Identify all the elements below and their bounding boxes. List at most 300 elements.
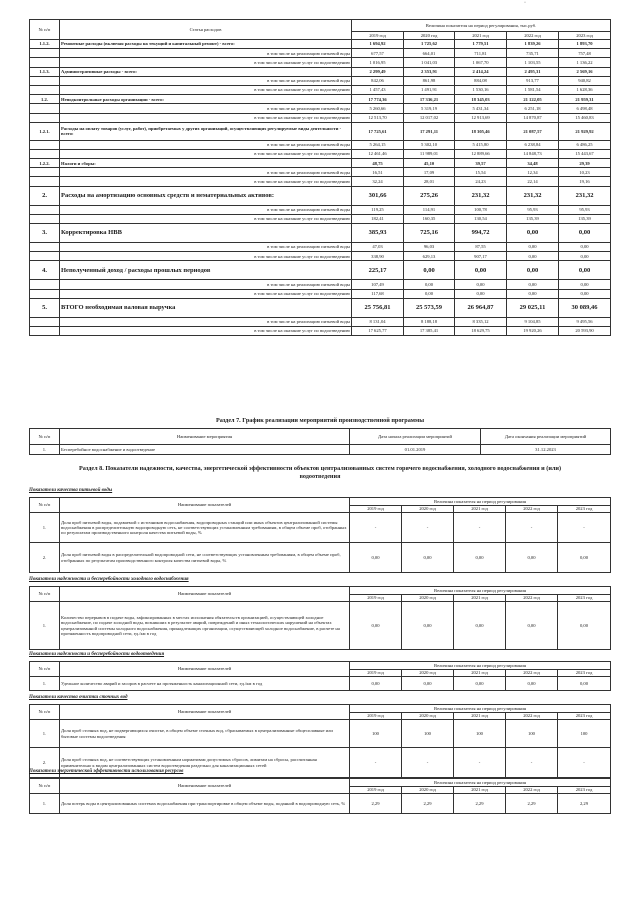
- expense-row: [30, 159, 611, 168]
- row-value: 26 964,87: [455, 298, 507, 317]
- indicator-value: 0,00: [350, 602, 402, 650]
- indicator-value: -: [454, 513, 506, 543]
- row-name: Налоги и сборы:: [60, 159, 352, 168]
- row-value: 940,82: [559, 76, 611, 85]
- indicator-value: 0,00: [558, 543, 611, 573]
- indicator-num: 1.: [30, 602, 60, 650]
- row-value: 1 491,91: [404, 85, 455, 94]
- s8-year-header: 2020 год: [402, 595, 454, 602]
- row-value: 301,66: [352, 186, 404, 205]
- row-value: 14 848,73: [507, 149, 559, 158]
- row-value: 1 136,22: [559, 58, 611, 67]
- row-value: 5 319,19: [404, 104, 455, 113]
- row-value: 677,57: [352, 49, 404, 58]
- row-num: [30, 317, 60, 326]
- indicator-num: 1.: [30, 513, 60, 543]
- row-value: 0,00: [404, 289, 455, 298]
- s8-header-num: № п/п: [30, 662, 60, 677]
- row-name: Неподконтрольные расходы организации - всего:: [60, 95, 352, 104]
- row-value: 629,13: [404, 252, 455, 261]
- indicator-num: 1.: [30, 794, 60, 814]
- header-group: Величина показателя на период регулирования, тыс.руб.: [352, 20, 611, 32]
- row-num: [30, 140, 60, 149]
- row-value: 100,78: [455, 205, 507, 214]
- row-name: в том числе на оказание услуг по водоотведению: [60, 113, 352, 122]
- s8-year-header: 2022 год: [506, 595, 558, 602]
- indicator-value: -: [402, 513, 454, 543]
- row-name: Расходы на амортизацию основных средств и нематериальных активов:: [60, 186, 352, 205]
- row-value: 135,39: [507, 214, 559, 223]
- indicator-name: Доля проб питьевой воды в распределительной водопроводной сети, не соответствующих установленным требованиям, в общем объеме проб, отобранных по результатам производственного контроля качества питьевой воды, %: [60, 543, 350, 573]
- indicator-num: 2.: [30, 748, 60, 778]
- row-value: 21 087,57: [507, 122, 559, 140]
- indicator-value: 0,00: [506, 677, 558, 691]
- row-value: 0,00: [455, 261, 507, 280]
- s8-header-num: № п/п: [30, 498, 60, 513]
- row-value: 107,49: [352, 280, 404, 289]
- expense-row: [30, 317, 611, 326]
- expense-row: [30, 289, 611, 298]
- section8-block-heading: Показатели качества питьевой воды: [29, 488, 113, 493]
- s8-year-header: 2019 год: [350, 670, 402, 677]
- s8-year-header: 2019 год: [350, 506, 402, 513]
- row-num: [30, 76, 60, 85]
- indicator-value: 0,00: [506, 602, 558, 650]
- row-num: 1.1.2.: [30, 40, 60, 49]
- row-value: 15,54: [455, 168, 507, 177]
- s8-year-header: 2021 год: [454, 670, 506, 677]
- row-value: 39,57: [455, 159, 507, 168]
- s7-row-name: Бесперебойное водоснабжение и водоотведение: [60, 445, 350, 455]
- row-name: в том числе на реализацию питьевой воды: [60, 140, 352, 149]
- row-value: 0,00: [559, 289, 611, 298]
- expense-row: [30, 67, 611, 76]
- indicator-name: Доля потерь воды в централизованных системах водоснабжения при транспортировке в общем объеме воды, поданной в водопроводную сеть, %: [60, 794, 350, 814]
- row-num: 1.1.3.: [30, 67, 60, 76]
- row-value: 1 041,03: [404, 58, 455, 67]
- row-num: 1.2.2.: [30, 159, 60, 168]
- row-value: 842,06: [352, 76, 404, 85]
- row-value: 1 457,43: [352, 85, 404, 94]
- row-name: в том числе на реализацию питьевой воды: [60, 317, 352, 326]
- row-name: в том числе на оказание услуг по водоотведению: [60, 149, 352, 158]
- expense-row: [30, 49, 611, 58]
- indicator-value: 0,00: [402, 543, 454, 573]
- section7-title: Раздел 7. График реализации мероприятий производственной программы: [215, 417, 425, 424]
- indicator-value: 0,00: [558, 602, 611, 650]
- row-value: 9 104,85: [507, 317, 559, 326]
- s8-header-name: Наименование показателей: [60, 498, 350, 513]
- s8-year-header: 2022 год: [506, 506, 558, 513]
- row-value: 0,00: [559, 280, 611, 289]
- row-num: [30, 252, 60, 261]
- row-value: 48,75: [352, 159, 404, 168]
- row-name: в том числе на оказание услуг по водоотведению: [60, 58, 352, 67]
- indicator-value: 0,00: [402, 677, 454, 691]
- expense-row: [30, 214, 611, 223]
- expense-row: [30, 168, 611, 177]
- row-num: [30, 214, 60, 223]
- s8-header-group: Величина показателя на период регулирования: [350, 779, 611, 787]
- row-name: в том числе на оказание услуг по водоотведению: [60, 289, 352, 298]
- indicator-value: -: [506, 748, 558, 778]
- row-value: 45,10: [404, 159, 455, 168]
- expense-row: [30, 85, 611, 94]
- indicator-row: [30, 602, 611, 650]
- expense-row: [30, 298, 611, 317]
- indicator-value: 100: [454, 720, 506, 748]
- s8-year-header: 2019 год: [350, 713, 402, 720]
- row-value: 2 414,24: [455, 67, 507, 76]
- expenses-table: [29, 19, 611, 336]
- row-value: 29,39: [559, 159, 611, 168]
- row-value: 231,32: [507, 186, 559, 205]
- row-value: 87,55: [455, 243, 507, 252]
- row-num: 2.: [30, 186, 60, 205]
- row-value: 0,00: [507, 289, 559, 298]
- row-value: 21 122,05: [507, 95, 559, 104]
- row-value: 1 103,55: [507, 58, 559, 67]
- row-value: 5 264,15: [352, 140, 404, 149]
- indicator-value: -: [558, 513, 611, 543]
- expense-row: [30, 280, 611, 289]
- row-value: 12 513,70: [352, 113, 404, 122]
- row-num: [30, 243, 60, 252]
- expense-row: [30, 243, 611, 252]
- indicator-num: 1.: [30, 677, 60, 691]
- indicator-value: 2,29: [558, 794, 611, 814]
- row-name: в том числе на реализацию питьевой воды: [60, 49, 352, 58]
- section8-block-heading: Показатели качества очистки сточных вод: [29, 695, 128, 700]
- header-name: Статья расходов: [60, 20, 352, 40]
- row-value: 8 188,18: [404, 317, 455, 326]
- row-num: 1.2.1.: [30, 122, 60, 140]
- year-header: 2022 год: [507, 32, 559, 40]
- row-name: в том числе на оказание услуг по водоотведению: [60, 252, 352, 261]
- row-value: 17 774,36: [352, 95, 404, 104]
- row-value: 907,17: [455, 252, 507, 261]
- s8-year-header: 2020 год: [402, 713, 454, 720]
- row-value: 11 989,01: [404, 149, 455, 158]
- row-value: 711,81: [455, 49, 507, 58]
- row-value: 664,01: [404, 49, 455, 58]
- s8-year-header: 2021 год: [454, 595, 506, 602]
- row-value: 19,16: [559, 177, 611, 186]
- s7-row-end: 31.12.2023: [481, 445, 611, 455]
- indicator-value: 100: [506, 720, 558, 748]
- s8-year-header: 2022 год: [506, 713, 558, 720]
- expense-row: [30, 113, 611, 122]
- indicator-name: Количество перерывов в подаче воды, зафиксированных в местах исполнения обязательств организацией, осуществляющей холодное водоснабжение, по подаче холодной воды, возникших в результате аварий, повреждений и иных технологических нарушений на объектах централизованной системы холодного водоснабжения, принадлежащих организации, осуществляющей холодное водоснабжение, в расчете на протяженность водопроводной сети, ед./км в год: [60, 602, 350, 650]
- year-header: 2020 год: [404, 32, 455, 40]
- row-num: [30, 149, 60, 158]
- row-value: 338,90: [352, 252, 404, 261]
- indicator-value: 100: [558, 720, 611, 748]
- indicator-table: [29, 704, 611, 778]
- s8-year-header: 2021 год: [454, 787, 506, 794]
- row-value: 5 302,10: [404, 140, 455, 149]
- indicator-value: -: [350, 513, 402, 543]
- row-value: 0,00: [507, 243, 559, 252]
- expense-row: [30, 40, 611, 49]
- row-value: 95,93: [507, 205, 559, 214]
- row-value: 1 839,26: [507, 40, 559, 49]
- indicator-num: 1.: [30, 720, 60, 748]
- indicator-value: -: [558, 748, 611, 778]
- s8-header-name: Наименование показателей: [60, 705, 350, 720]
- row-name: Неполученный доход / расходы прошлых периодов: [60, 261, 352, 280]
- indicator-value: 100: [402, 720, 454, 748]
- row-value: 861,98: [404, 76, 455, 85]
- row-num: [30, 49, 60, 58]
- row-value: 231,32: [455, 186, 507, 205]
- row-num: [30, 113, 60, 122]
- s8-year-header: 2019 год: [350, 787, 402, 794]
- indicator-table: [29, 497, 611, 573]
- row-value: 130,54: [455, 214, 507, 223]
- row-value: 2 353,91: [404, 67, 455, 76]
- indicator-row: [30, 720, 611, 748]
- row-value: 2 299,49: [352, 67, 404, 76]
- row-value: 1 067,70: [455, 58, 507, 67]
- expense-row: [30, 252, 611, 261]
- row-name: Ремонтные расходы (включая расходы на текущий и капитальный ремонт) - всего:: [60, 40, 352, 49]
- row-value: 0,00: [559, 243, 611, 252]
- row-name: в том числе на реализацию питьевой воды: [60, 104, 352, 113]
- row-num: [30, 205, 60, 214]
- row-value: 47,03: [352, 243, 404, 252]
- s8-header-name: Наименование показателей: [60, 587, 350, 602]
- s8-header-name: Наименование показателей: [60, 779, 350, 794]
- row-value: 994,72: [455, 224, 507, 243]
- section8-block-heading: Показатели надежности и бесперебойности холодного водоснабжения: [29, 577, 189, 582]
- row-value: 17 625,77: [352, 326, 404, 335]
- row-value: 12 913,69: [455, 113, 507, 122]
- row-value: 12 461,46: [352, 149, 404, 158]
- row-value: 17 385,41: [404, 326, 455, 335]
- row-num: [30, 326, 60, 335]
- expense-row: [30, 58, 611, 67]
- expense-row: [30, 326, 611, 335]
- row-value: 12 889,66: [455, 149, 507, 158]
- row-name: в том числе на реализацию питьевой воды: [60, 280, 352, 289]
- row-name: в том числе на реализацию питьевой воды: [60, 243, 352, 252]
- row-value: 1 628,36: [559, 85, 611, 94]
- s8-year-header: 2020 год: [402, 787, 454, 794]
- row-value: 5 415,80: [455, 140, 507, 149]
- row-value: 0,00: [507, 261, 559, 280]
- row-value: 6 238,84: [507, 140, 559, 149]
- indicator-name: Доля проб сточных вод, не соответствующих установленным нормативам допустимых сбросов, лимитам на сбросы, рассчитанная применительно к видам централизованных систем водоотведения раздельно для канализационных сетей: [60, 748, 350, 778]
- row-value: 0,00: [507, 224, 559, 243]
- row-value: 0,00: [455, 289, 507, 298]
- s8-header-group: Величина показателя на период регулирования: [350, 498, 611, 506]
- row-value: 17 725,61: [352, 122, 404, 140]
- row-value: 182,41: [352, 214, 404, 223]
- indicator-num: 2.: [30, 543, 60, 573]
- row-value: 225,17: [352, 261, 404, 280]
- expense-row: [30, 122, 611, 140]
- expense-row: [30, 186, 611, 205]
- indicator-value: 2,29: [402, 794, 454, 814]
- row-value: 114,91: [404, 205, 455, 214]
- row-value: 29 025,11: [507, 298, 559, 317]
- row-value: 32,24: [352, 177, 404, 186]
- row-value: 884,08: [455, 76, 507, 85]
- row-value: 1 016,95: [352, 58, 404, 67]
- s8-header-group: Величина показателя на период регулирования: [350, 662, 611, 670]
- row-num: [30, 289, 60, 298]
- row-value: 34,48: [507, 159, 559, 168]
- expense-row: [30, 76, 611, 85]
- row-value: 5 431,34: [455, 104, 507, 113]
- row-value: 2 495,31: [507, 67, 559, 76]
- row-value: 2 569,16: [559, 67, 611, 76]
- row-value: 28,01: [404, 177, 455, 186]
- s8-year-header: 2022 год: [506, 670, 558, 677]
- s8-header-group: Величина показателя на период регулирования: [350, 587, 611, 595]
- row-value: 19 920,26: [507, 326, 559, 335]
- indicator-row: [30, 794, 611, 814]
- indicator-value: -: [402, 748, 454, 778]
- s7-header-name: Наименование мероприятия: [60, 429, 350, 445]
- row-num: [30, 85, 60, 94]
- year-header: 2021 год: [455, 32, 507, 40]
- row-value: 385,93: [352, 224, 404, 243]
- indicator-value: 2,29: [454, 794, 506, 814]
- row-num: 1.2.: [30, 95, 60, 104]
- indicator-value: 0,00: [350, 543, 402, 573]
- row-value: 117,68: [352, 289, 404, 298]
- indicator-table: [29, 586, 611, 650]
- s8-year-header: 2021 год: [454, 506, 506, 513]
- row-value: 1 530,16: [455, 85, 507, 94]
- row-value: 1 581,54: [507, 85, 559, 94]
- row-value: 6 251,18: [507, 104, 559, 113]
- row-value: 22,14: [507, 177, 559, 186]
- indicator-value: 0,00: [454, 543, 506, 573]
- row-name: в том числе на реализацию питьевой воды: [60, 168, 352, 177]
- row-value: 119,25: [352, 205, 404, 214]
- indicator-value: 0,00: [454, 602, 506, 650]
- expense-row: [30, 261, 611, 280]
- row-value: 21 929,92: [559, 122, 611, 140]
- year-header: 2023 год: [559, 32, 611, 40]
- s7-header-end: Дата окончания реализации мероприятий: [481, 429, 611, 445]
- row-value: 30 089,46: [559, 298, 611, 317]
- row-value: 24,23: [455, 177, 507, 186]
- indicator-value: 2,29: [506, 794, 558, 814]
- row-value: 1 694,92: [352, 40, 404, 49]
- row-num: [30, 104, 60, 113]
- indicator-value: -: [350, 748, 402, 778]
- row-num: [30, 280, 60, 289]
- page-mark: ·: [524, 0, 526, 6]
- row-value: 17 336,21: [404, 95, 455, 104]
- indicator-table: [29, 661, 611, 691]
- row-num: [30, 177, 60, 186]
- s8-header-num: № п/п: [30, 705, 60, 720]
- s8-year-header: 2023 год: [558, 506, 611, 513]
- row-value: 6 486,25: [559, 140, 611, 149]
- expense-row: [30, 149, 611, 158]
- row-value: 725,16: [404, 224, 455, 243]
- row-num: 3.: [30, 224, 60, 243]
- row-name: в том числе на оказание услуг по водоотведению: [60, 85, 352, 94]
- row-value: 0,00: [507, 252, 559, 261]
- section8-title: Раздел 8. Показатели надежности, качества, энергетической эффективности объектов централизованных систем горячего водоснабжения, холодного водоснабжения и (или) водоотведения: [78, 465, 562, 481]
- row-num: [30, 58, 60, 67]
- row-value: 0,00: [559, 224, 611, 243]
- s7-row-start: 01.01.2019: [350, 445, 481, 455]
- indicator-value: 0,00: [558, 677, 611, 691]
- expense-row: [30, 177, 611, 186]
- s7-header-start: Дата начала реализации мероприятий: [350, 429, 481, 445]
- s8-year-header: 2021 год: [454, 713, 506, 720]
- row-num: [30, 168, 60, 177]
- row-value: 18 629,75: [455, 326, 507, 335]
- row-name: в том числе на оказание услуг по водоотведению: [60, 214, 352, 223]
- indicator-name: Доля проб питьевой воды, подаваемой с источников водоснабжения, водопроводных станций или иных объектов централизованной системы водоснабжения в распределительную водопроводную сеть, не соответствующих установленным требованиям, в общем объеме проб, отобранных по результатам производственного контроля качества питьевой воды, %: [60, 513, 350, 543]
- header-num: № п/п: [30, 20, 60, 40]
- row-value: 96,03: [404, 243, 455, 252]
- s7-header-num: № п/п: [30, 429, 60, 445]
- row-value: 231,32: [559, 186, 611, 205]
- expense-row: [30, 95, 611, 104]
- schedule-table: [29, 428, 611, 455]
- row-value: 20 593,90: [559, 326, 611, 335]
- row-value: 0,00: [455, 280, 507, 289]
- row-num: 4.: [30, 261, 60, 280]
- s8-year-header: 2023 год: [558, 595, 611, 602]
- row-value: 15 460,83: [559, 113, 611, 122]
- row-value: 12,34: [507, 168, 559, 177]
- indicator-name: Удельное количество аварий и засоров в расчете на протяженность канализационной сети, ед./км в год: [60, 677, 350, 691]
- row-value: 25 573,59: [404, 298, 455, 317]
- row-value: 10,23: [559, 168, 611, 177]
- row-name: Административные расходы - всего:: [60, 67, 352, 76]
- section8-block-heading: Показатели энергетической эффективности использования ресурсов: [29, 769, 184, 774]
- row-value: 757,48: [559, 49, 611, 58]
- row-value: 12 017,02: [404, 113, 455, 122]
- row-name: в том числе на реализацию питьевой воды: [60, 76, 352, 85]
- row-value: 95,93: [559, 205, 611, 214]
- expense-row: [30, 205, 611, 214]
- year-header: 2019 год: [352, 32, 404, 40]
- row-name: Расходы на оплату товаров (услуг, работ), приобретаемых у других организаций, осуществляющих регулируемые виды деятельности - всего:: [60, 122, 352, 140]
- row-value: 0,00: [559, 252, 611, 261]
- row-value: 1 725,62: [404, 40, 455, 49]
- indicator-value: 0,00: [402, 602, 454, 650]
- s8-header-group: Величина показателя на период регулирования: [350, 705, 611, 713]
- row-value: 1 779,51: [455, 40, 507, 49]
- row-value: 0,00: [404, 280, 455, 289]
- row-num: 5.: [30, 298, 60, 317]
- indicator-name: Доля проб сточных вод, не подвергающихся очистке, в общем объеме сточных вод, сбрасываемых в централизованные общесплавные или бытовые системы водоотведения: [60, 720, 350, 748]
- indicator-value: -: [454, 748, 506, 778]
- row-value: 14 870,87: [507, 113, 559, 122]
- row-value: 0,00: [559, 261, 611, 280]
- s8-header-num: № п/п: [30, 587, 60, 602]
- expense-row: [30, 104, 611, 113]
- indicator-value: 0,00: [350, 677, 402, 691]
- row-value: 1 893,70: [559, 40, 611, 49]
- s8-year-header: 2023 год: [558, 787, 611, 794]
- row-name: ВТОГО необходимая валовая выручка: [60, 298, 352, 317]
- row-name: в том числе на оказание услуг по водоотведению: [60, 177, 352, 186]
- s8-header-name: Наименование показателей: [60, 662, 350, 677]
- row-value: 17 291,11: [404, 122, 455, 140]
